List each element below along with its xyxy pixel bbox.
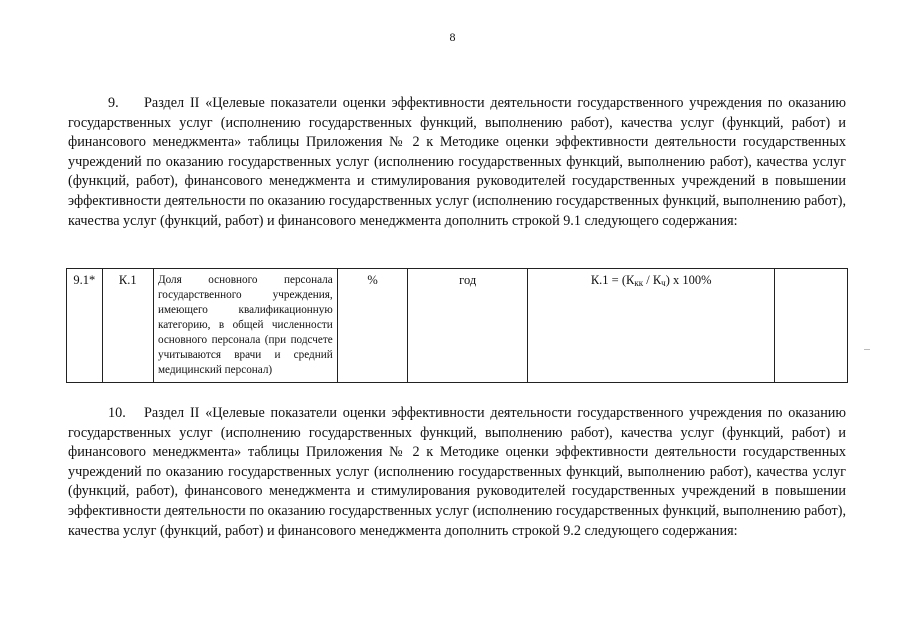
extra-cell	[775, 269, 848, 383]
paragraph-text: Раздел II «Целевые показатели оценки эффективности деятельности государственного учреждения по оказанию государственных услуг (исполнению государственных функций, выполнению работ), качества услуг (функций, работ) и финансового менеджмента» таблицы Приложения № 2 к Методике оценки эффективности деятельности государственных учреждений по оказанию государственных услуг (исполнению государственных функций, выполнению работ), качества услуг (функций, работ), финансового менеджмента и стимулирования руководителей государственных учреждений в повышении эффективности деятельности по оказанию государственных услуг (исполнению государственных функций, выполнению работ), качества услуг (функций, работ) и финансового менеджмента дополнить строкой 9.2 следующего содержания:	[68, 405, 846, 539]
paragraph-text: Раздел II «Целевые показатели оценки эффективности деятельности государственного учреждения по оказанию государственных услуг (исполнению государственных функций, выполнению работ), качества услуг (функций, работ) и финансового менеджмента» таблицы Приложения № 2 к Методике оценки эффективности деятельности государственных учреждений по оказанию государственных услуг (исполнению государственных функций, выполнению работ), качества услуг (функций, работ), финансового менеджмента и стимулирования руководителей государственных учреждений в повышении эффективности деятельности по оказанию государственных услуг (исполнению государственных функций, выполнению работ), качества услуг (функций, работ) и финансового менеджмента дополнить строкой 9.1 следующего содержания:	[68, 95, 846, 229]
paragraph-number: 10.	[108, 405, 126, 421]
formula-prefix: К.1 = (К	[590, 273, 635, 287]
margin-mark	[864, 349, 870, 350]
indicator-table	[66, 268, 848, 383]
indicator-name-cell: Доля основного персонала государственного учреждения, имеющего квалификационную категорию, в общей численности основного персонала (при подсчете учитываются врачи и средний медицинский персонал)	[153, 269, 337, 383]
paragraph-number: 9.	[108, 95, 119, 111]
formula-subscript-kk: кк	[634, 278, 644, 288]
formula-middle: / К	[643, 273, 662, 287]
row-number-cell: 9.1*	[67, 269, 103, 383]
formula-subscript-ch: ч	[661, 278, 666, 288]
indicator-code-cell: К.1	[102, 269, 153, 383]
formula-suffix: ) х 100%	[665, 273, 712, 287]
table-row	[67, 269, 848, 383]
unit-cell: %	[337, 269, 408, 383]
page-number: 8	[449, 30, 456, 44]
formula-cell	[527, 269, 775, 383]
paragraph-10	[68, 404, 846, 541]
paragraph-9	[68, 94, 846, 231]
period-cell: год	[408, 269, 527, 383]
